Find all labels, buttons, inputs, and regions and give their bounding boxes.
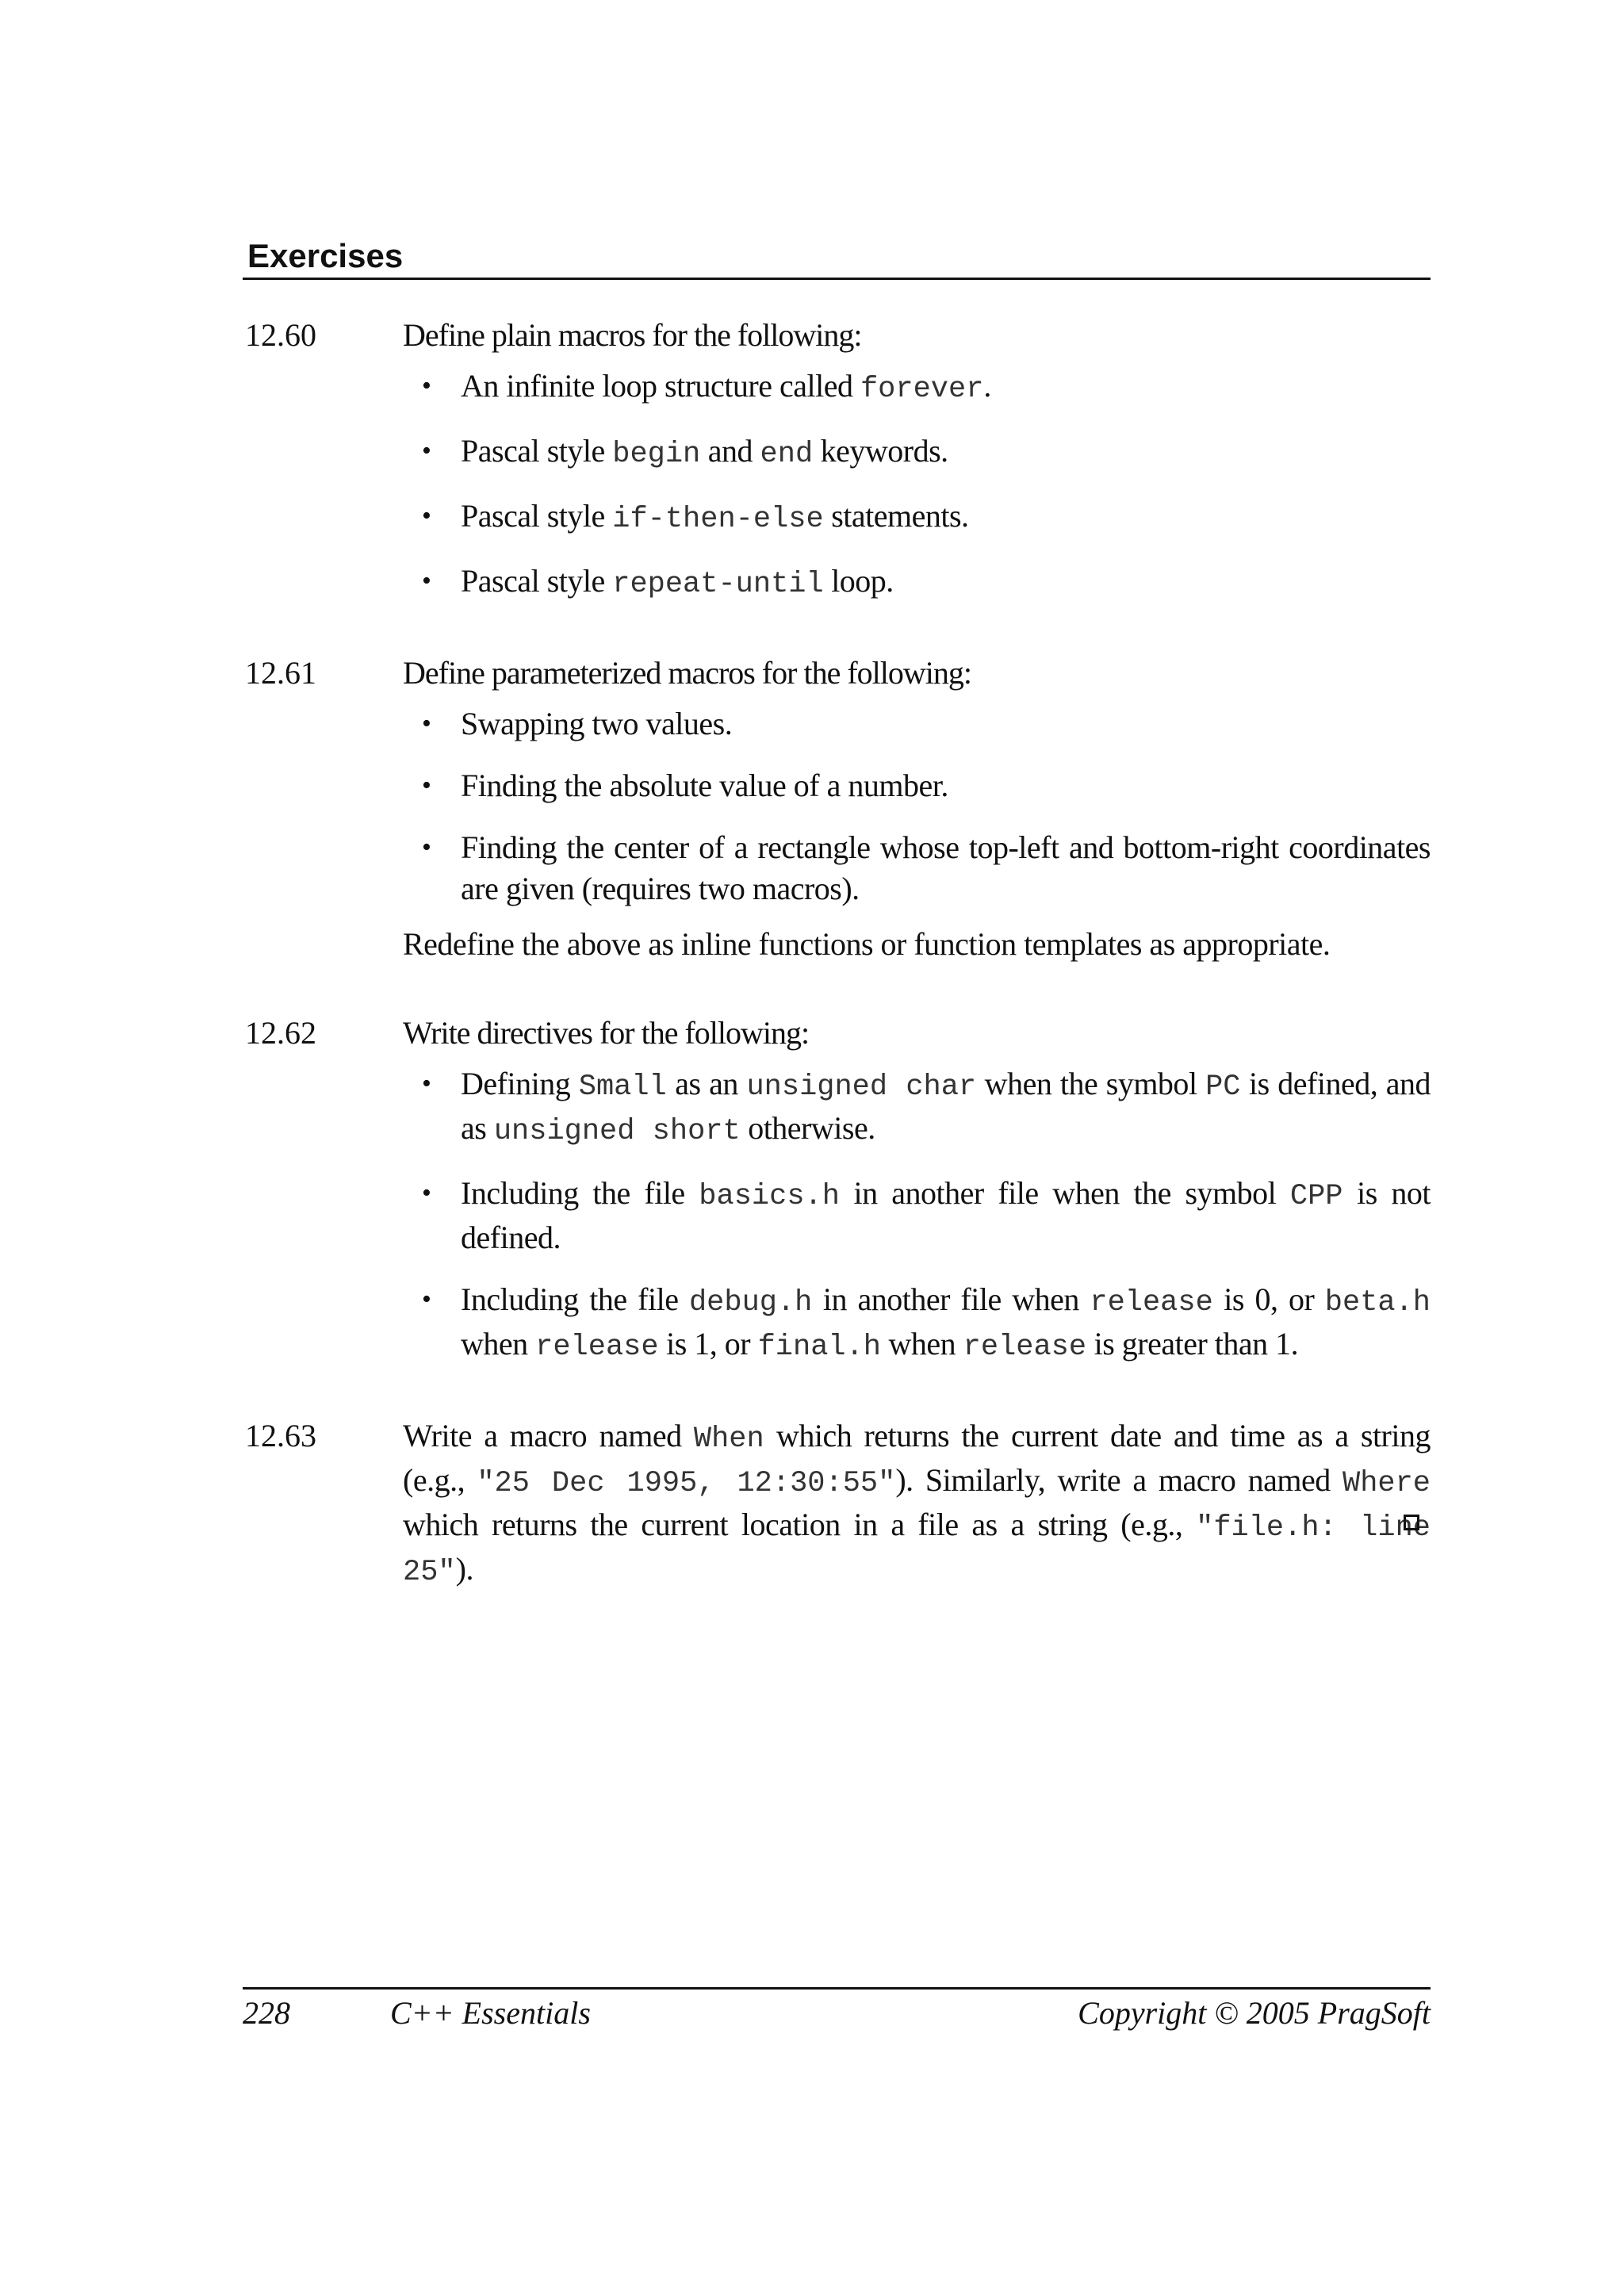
exercise-body bbox=[403, 315, 1431, 605]
bullet-list bbox=[403, 1063, 1431, 1368]
text-run: loop. bbox=[823, 563, 894, 599]
text-run: is not defined. bbox=[461, 1175, 1431, 1256]
bullet-item bbox=[403, 431, 1431, 475]
text-run: otherwise. bbox=[740, 1110, 875, 1147]
text-run: ). Similarly, write a macro named bbox=[895, 1462, 1342, 1499]
bullet-icon: • bbox=[422, 1069, 431, 1099]
text-run: statements. bbox=[823, 498, 969, 534]
code-text: release bbox=[1090, 1286, 1213, 1320]
exercise-intro: Write directives for the following: bbox=[403, 1015, 810, 1051]
code-text: beta.h bbox=[1324, 1286, 1431, 1320]
text-run: Finding the center of a rectangle whose top-left and bottom-right coordinates are given (requires two macros). bbox=[461, 829, 1431, 907]
text-run: when bbox=[881, 1326, 963, 1362]
exercise-intro: Define parameterized macros for the following: bbox=[403, 655, 972, 691]
exercise-body bbox=[403, 1013, 1431, 1368]
exercise-list bbox=[243, 315, 1431, 1593]
code-text: debug.h bbox=[688, 1286, 813, 1320]
exercise-body bbox=[403, 1415, 1431, 1593]
text-run: . bbox=[983, 368, 991, 404]
exercise-item bbox=[243, 1415, 1431, 1593]
text-run: is greater than 1. bbox=[1086, 1326, 1299, 1362]
bullet-item bbox=[403, 366, 1431, 410]
code-text: final.h bbox=[757, 1331, 882, 1365]
text-run: Defining bbox=[461, 1066, 579, 1102]
text-run: Write a macro named bbox=[403, 1418, 694, 1454]
exercise-item bbox=[243, 653, 1431, 965]
text-run: as an bbox=[666, 1066, 747, 1102]
text-run: Finding the absolute value of a number. bbox=[461, 768, 948, 804]
code-text: basics.h bbox=[699, 1180, 840, 1214]
bullet-item bbox=[403, 703, 1431, 745]
exercise-number: 12.61 bbox=[245, 655, 316, 691]
bullet-icon: • bbox=[422, 436, 431, 466]
bullet-icon: • bbox=[422, 566, 431, 596]
bullet-icon: • bbox=[422, 501, 431, 531]
code-text: unsigned char bbox=[746, 1070, 977, 1105]
bullet-item bbox=[403, 496, 1431, 540]
text-run: An infinite loop structure called bbox=[461, 368, 860, 404]
copyright-notice: Copyright © 2005 PragSoft bbox=[1078, 1995, 1431, 2031]
exercise-number: 12.63 bbox=[245, 1418, 316, 1454]
text-run: Including the file bbox=[461, 1281, 689, 1318]
exercise-body bbox=[403, 653, 1431, 965]
text-run: Pascal style bbox=[461, 498, 613, 534]
text-run: in another file when bbox=[812, 1281, 1090, 1318]
text-run: is 0, or bbox=[1212, 1281, 1325, 1318]
bullet-item bbox=[403, 561, 1431, 605]
text-run: when the symbol bbox=[976, 1066, 1206, 1102]
code-text: release bbox=[535, 1331, 659, 1365]
text-run: Swapping two values. bbox=[461, 706, 733, 742]
code-text: When bbox=[693, 1423, 764, 1457]
bullet-item bbox=[403, 1063, 1431, 1152]
book-title: C++ Essentials bbox=[390, 1995, 591, 2031]
text-run: Including the file bbox=[461, 1175, 699, 1212]
bullet-icon: • bbox=[422, 1178, 431, 1208]
page-footer bbox=[243, 1987, 1431, 2042]
bullet-icon: • bbox=[422, 833, 431, 863]
code-text: unsigned short bbox=[493, 1115, 741, 1149]
code-text: PC bbox=[1205, 1070, 1241, 1105]
bullet-item bbox=[403, 827, 1431, 910]
bullet-list bbox=[403, 366, 1431, 605]
code-text: CPP bbox=[1289, 1180, 1343, 1214]
exercise-note: Redefine the above as inline functions or function templates as appropriate. bbox=[403, 926, 1331, 963]
code-text: Small bbox=[578, 1070, 667, 1105]
bullet-item bbox=[403, 1279, 1431, 1368]
code-text: Where bbox=[1342, 1467, 1431, 1501]
code-text: "file.h: line 25" bbox=[403, 1511, 1431, 1590]
exercise-number: 12.60 bbox=[245, 317, 316, 354]
page-number: 228 bbox=[243, 1995, 290, 2031]
code-text: if-then-else bbox=[612, 503, 824, 537]
code-text: release bbox=[963, 1331, 1087, 1365]
exercise-number: 12.62 bbox=[245, 1015, 316, 1051]
exercise-item bbox=[243, 1013, 1431, 1368]
text-run: is defined, and as bbox=[461, 1066, 1431, 1147]
text-run: keywords. bbox=[813, 433, 948, 469]
text-run: which returns the current date and time as a string (e.g., bbox=[403, 1418, 1431, 1499]
text-run: ). bbox=[455, 1551, 473, 1587]
text-run: in another file when the symbol bbox=[839, 1175, 1290, 1212]
text-run: and bbox=[700, 433, 760, 469]
bullet-icon: • bbox=[422, 371, 431, 401]
code-text: end bbox=[760, 438, 814, 472]
text-run: when bbox=[461, 1326, 536, 1362]
exercise-intro: Define plain macros for the following: bbox=[403, 317, 862, 354]
text-run: which returns the current location in a file as a string (e.g., bbox=[403, 1507, 1197, 1543]
exercise-paragraph bbox=[403, 1415, 1431, 1593]
exercise-item bbox=[243, 315, 1431, 605]
code-text: begin bbox=[612, 438, 701, 472]
end-of-section-mark bbox=[1404, 1515, 1419, 1530]
code-text: "25 Dec 1995, 12:30:55" bbox=[477, 1467, 896, 1501]
page-content bbox=[243, 238, 1431, 1593]
bullet-icon: • bbox=[422, 709, 431, 739]
bullet-icon: • bbox=[422, 1285, 431, 1315]
bullet-icon: • bbox=[422, 771, 431, 801]
bullet-item bbox=[403, 1173, 1431, 1258]
text-run: Pascal style bbox=[461, 563, 613, 599]
code-text: forever bbox=[860, 373, 984, 407]
bullet-item bbox=[403, 765, 1431, 806]
text-run: Pascal style bbox=[461, 433, 613, 469]
text-run: is 1, or bbox=[658, 1326, 758, 1362]
section-heading: Exercises bbox=[243, 238, 1431, 280]
bullet-list bbox=[403, 703, 1431, 910]
code-text: repeat-until bbox=[612, 568, 824, 602]
